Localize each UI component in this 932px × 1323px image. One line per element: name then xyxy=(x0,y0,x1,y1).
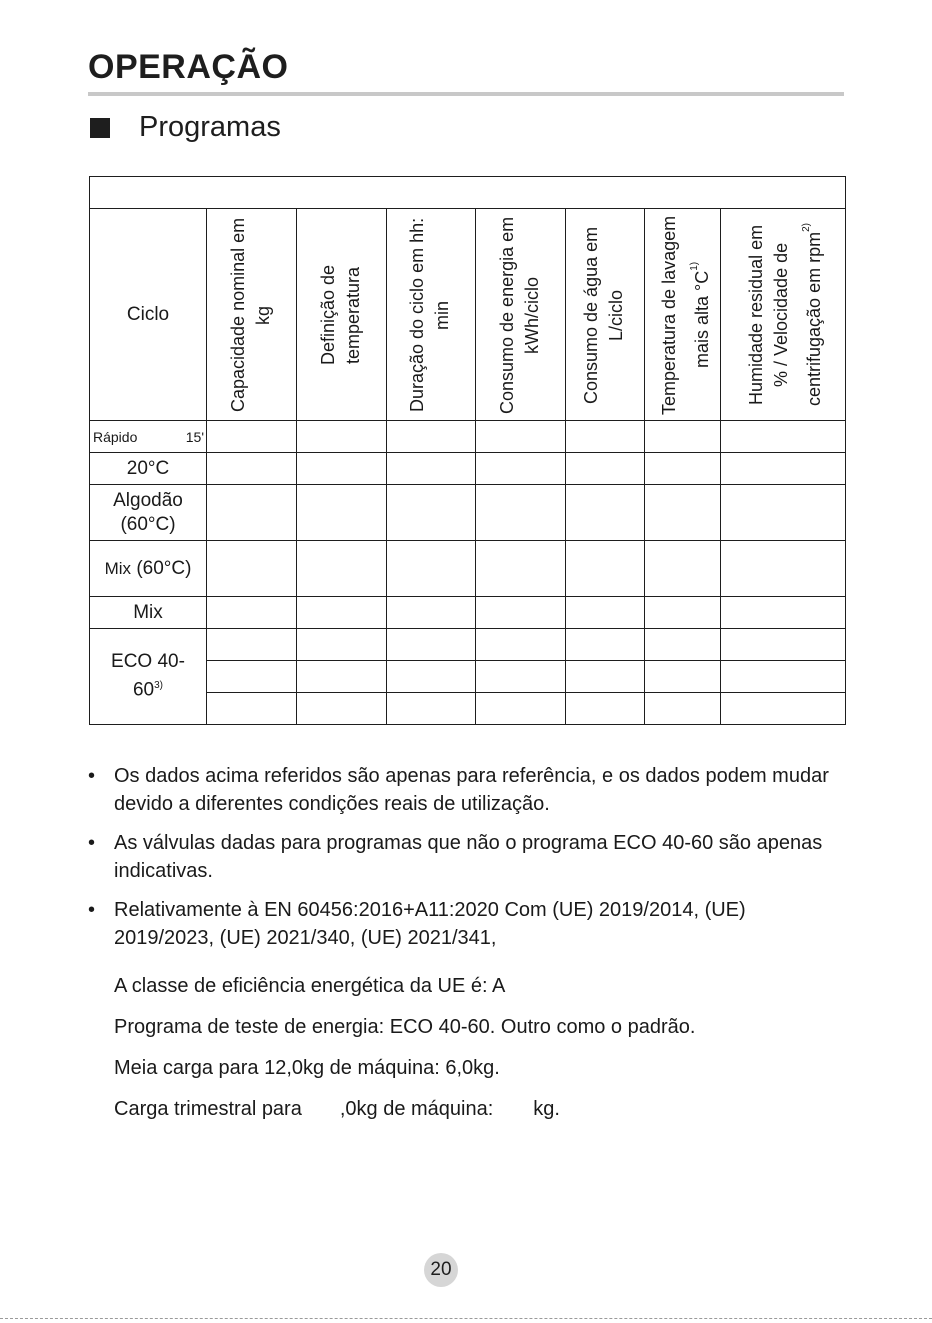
row-label-algodao-temp: (60°C) xyxy=(120,513,176,535)
quarter-load-line: Carga trimestral para ,0kg de máquina: kg. xyxy=(114,1098,560,1120)
header-capacidade: Capacidade nominal em kg xyxy=(207,209,297,421)
table-caption-row xyxy=(90,177,846,209)
row-label-mix60-temp: (60°C) xyxy=(136,557,192,579)
row-label-eco: ECO 40- xyxy=(111,651,185,673)
half-load-line: Meia carga para 12,0kg de máquina: 6,0kg. xyxy=(114,1057,500,1079)
row-label-mix60: Mix xyxy=(104,558,132,578)
page-number: 20 xyxy=(424,1253,458,1287)
header-ciclo: Ciclo xyxy=(90,209,207,421)
notes xyxy=(88,762,848,1136)
energy-info xyxy=(88,972,848,1123)
page-title: OPERAÇÃO xyxy=(88,48,289,86)
header-energia: Consumo de energia em kWh/ciclo xyxy=(476,209,566,421)
table-header-row xyxy=(90,209,846,421)
row-label-rapido-time: 15' xyxy=(185,428,204,445)
bottom-divider xyxy=(0,1318,932,1319)
header-temp-alta: Temperatura de lavagem mais alta $^\circ C^{1)}$ xyxy=(645,209,721,421)
section-heading xyxy=(90,111,281,144)
header-temperatura: Definição de temperatura xyxy=(297,209,387,421)
row-label-20c: 20°C xyxy=(90,453,207,485)
table-row-algodao xyxy=(90,485,846,541)
table-row-20c xyxy=(90,453,846,485)
header-humidade: Humidade residual em % / Velocidade de centrifugação em rpm$^{2)}$ xyxy=(721,209,846,421)
table-row-eco: ECO 40- 60$^{3)}$ xyxy=(90,629,846,661)
row-label-rapido: Rápido xyxy=(93,428,138,445)
title-divider xyxy=(88,92,844,96)
row-label-mix: Mix xyxy=(90,597,207,629)
row-label-algodao: Algodão xyxy=(113,489,183,511)
table-row-mix60 xyxy=(90,541,846,597)
header-agua: Consumo de água em L/ciclo xyxy=(566,209,645,421)
section-title: Programas xyxy=(139,111,281,143)
row-label-eco-b: 60 xyxy=(132,679,155,701)
list-item: • As válvulas dadas para programas que não o programa ECO 40-60 são apenas indicativas. xyxy=(88,832,823,882)
energy-class-line: A classe de eficiência energética da UE é: A xyxy=(114,975,506,997)
list-item: • Os dados acima referidos são apenas para referência, e os dados podem mudar devido a diferentes condições reais de utilização. xyxy=(88,765,829,815)
list-item: • Relativamente à EN 60456:2016+A11:2020 Com (UE) 2019/2014, (UE) 2019/2023, (UE) 2021/340, (UE) 2021/341, xyxy=(88,899,746,949)
test-program-line: Programa de teste de energia: ECO 40-60. Outro como o padrão. xyxy=(114,1016,696,1038)
table-row-mix xyxy=(90,597,846,629)
table-row-rapido xyxy=(90,421,846,453)
header-duracao: Duração do ciclo em hh: min xyxy=(387,209,476,421)
programs-table xyxy=(89,176,846,725)
square-bullet-icon xyxy=(90,118,110,138)
